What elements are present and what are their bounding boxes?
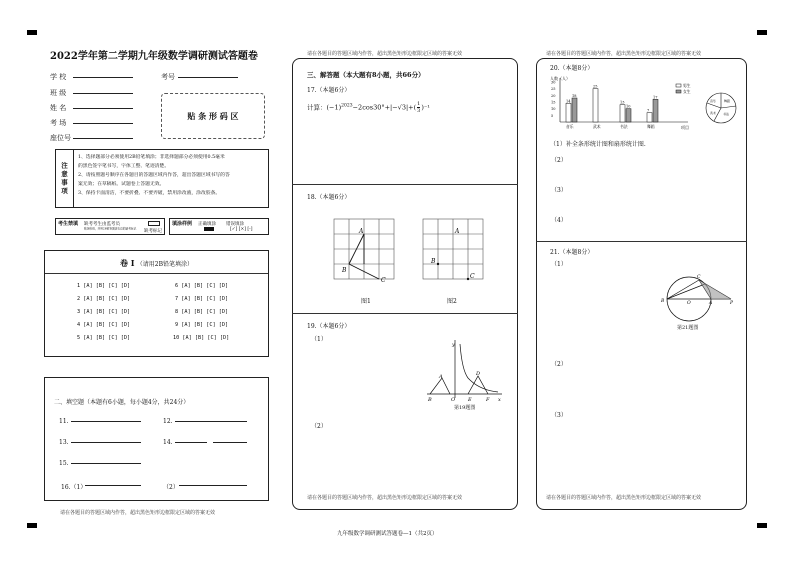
- q17-expr-rest: −2cos30°+|−√3|+(: [352, 103, 417, 112]
- chart20-category-label: 舞蹈: [647, 124, 655, 129]
- divider: [292, 184, 518, 185]
- chart20-bar-label: 18: [572, 94, 577, 98]
- chart20-xlabel: 项目: [681, 125, 689, 130]
- choice-row-6[interactable]: 6 [A] [B] [C] [D]: [175, 283, 229, 289]
- q13-label: 13.: [59, 439, 69, 446]
- violation-box: [55, 218, 165, 235]
- legend-boy-swatch: [676, 84, 681, 87]
- chart20-ytick: 25: [551, 87, 556, 92]
- legend-boy-label: 男生: [683, 83, 691, 88]
- q20-part2-label: （2）: [551, 157, 567, 164]
- correct-fill-sample: [204, 227, 214, 231]
- chart20-bar-boys: [647, 113, 652, 122]
- q21-part3-label: （3）: [551, 412, 567, 419]
- svg-text:A: A: [359, 228, 364, 235]
- q21-part1-label: （1）: [551, 261, 567, 268]
- exam-no-field[interactable]: [178, 70, 238, 78]
- absent-checkbox[interactable]: [148, 221, 160, 226]
- section1-subtitle: （请用2B铅笔填涂）: [136, 261, 193, 268]
- wrong-fill-sample: [✓] [×] [-]: [230, 227, 253, 232]
- section2-title: 二、填空题（本题有6小题，每小题4分，共24分）: [54, 399, 190, 406]
- svg-text:E: E: [468, 397, 472, 403]
- q16-part1-answer-line[interactable]: [85, 478, 141, 486]
- choice-row-5[interactable]: 5 [A] [B] [C] [D]: [77, 335, 131, 341]
- notice-line: 的黑色签字笔书写，字体工整、笔迹清楚。: [78, 164, 170, 169]
- figure-19-caption: 第19题图: [454, 405, 476, 411]
- chart20-ytick: 15: [551, 100, 556, 105]
- notice-line: 案无效；在草稿纸、试题卷上答题无效。: [78, 182, 165, 187]
- svg-text:A: A: [455, 228, 460, 235]
- svg-text:C: C: [697, 275, 701, 280]
- notice-title: 注意事项: [56, 150, 74, 207]
- q12-answer-line[interactable]: [175, 414, 247, 422]
- q20-label: 20.（本题8分）: [550, 65, 594, 72]
- svg-text:D: D: [476, 371, 481, 377]
- registration-mark: [27, 30, 37, 35]
- q16-part1-label: 16.（1）: [61, 484, 87, 491]
- chart20-bar-boys: [566, 103, 571, 122]
- svg-text:B: B: [428, 397, 432, 403]
- registration-mark: [757, 30, 767, 35]
- violation-text: 缺考考生由监考员: [84, 222, 120, 227]
- figure-21-caption: 第21题图: [677, 325, 699, 331]
- figure-2-caption: 图2: [447, 298, 457, 305]
- svg-text:x: x: [498, 397, 501, 403]
- choice-row-3[interactable]: 3 [A] [B] [C] [D]: [77, 309, 131, 315]
- chart20-ylabel: 人数（人）: [550, 76, 570, 81]
- svg-text:C: C: [381, 277, 386, 284]
- q20-part1: （1）补全条形统计图和扇形统计图.: [550, 141, 646, 148]
- q13-answer-line[interactable]: [71, 435, 141, 443]
- chart20-bar-label: 17: [653, 95, 658, 100]
- svg-text:B: B: [661, 299, 665, 304]
- svg-text:音乐: 音乐: [710, 99, 717, 103]
- correct-label: 正确填涂: [198, 222, 216, 227]
- page-footer: 九年级数学调研测试答题卷—1（共2页）: [337, 531, 438, 537]
- q17-expr-base: 计算：(−1): [307, 103, 342, 112]
- choice-row-1[interactable]: 1 [A] [B] [C] [D]: [77, 283, 131, 289]
- notice-line: 2、请按照题号顺序在各题目的答题区域内作答，超出答题区域书写的答: [78, 173, 230, 178]
- choice-section: [44, 250, 269, 357]
- example-box: [169, 218, 269, 235]
- figure-1-caption: 图1: [361, 298, 371, 305]
- registration-mark: [27, 523, 37, 528]
- q20-bar-chart: [548, 74, 698, 132]
- q20-part4-label: （4）: [551, 217, 567, 224]
- room-label: 考 场: [50, 119, 67, 127]
- svg-text:C: C: [470, 273, 475, 280]
- chart20-ytick: 30: [551, 80, 556, 85]
- figure-21: [659, 268, 739, 324]
- q17-exponent: 2023: [341, 103, 353, 109]
- svg-text:武术: 武术: [710, 111, 717, 115]
- seat-label: 座位号: [50, 134, 71, 142]
- name-field[interactable]: [73, 101, 133, 109]
- notice-line: 1、选择题部分必须使用2B铅笔填涂；非选择题部分必须使用0.5毫米: [78, 155, 225, 160]
- q11-answer-line[interactable]: [71, 414, 141, 422]
- school-label: 学 校: [50, 73, 67, 81]
- legend-girl-label: 女生: [683, 89, 691, 94]
- svg-text:舞蹈: 舞蹈: [724, 99, 731, 103]
- chart20-bar-girls: [626, 109, 631, 122]
- notice-box: [55, 149, 269, 208]
- barcode-area-label: 贴 条 形 码 区: [187, 110, 239, 121]
- svg-text:A: A: [709, 301, 713, 306]
- absent-mark-label: 缺考标记: [144, 229, 162, 234]
- q16-part2-label: （2）: [163, 484, 179, 491]
- chart20-bar-boys: [620, 105, 625, 122]
- choice-row-9[interactable]: 9 [A] [B] [C] [D]: [175, 322, 229, 328]
- svg-text:O: O: [451, 397, 456, 403]
- q19-part1-label: （1）: [311, 336, 327, 343]
- q19-label: 19.（本题6分）: [307, 323, 351, 330]
- choice-row-2[interactable]: 2 [A] [B] [C] [D]: [77, 296, 131, 302]
- q21-label: 21.（本题8分）: [550, 249, 594, 256]
- room-field[interactable]: [73, 116, 133, 124]
- q17-label: 17.（本题6分）: [307, 87, 351, 94]
- q15-answer-line[interactable]: [71, 456, 141, 464]
- fill-in-section: [44, 377, 269, 501]
- bottom-warning-middle: 请在各题目的答题区域内作答，超出黑色矩形边框限定区域的答案无效: [307, 495, 463, 501]
- bottom-warning-right: 请在各题目的答题区域内作答，超出黑色矩形边框限定区域的答案无效: [546, 495, 702, 501]
- chart20-ytick: 20: [551, 93, 556, 98]
- chart20-bar-label: 13: [620, 100, 625, 105]
- middle-answer-panel: [292, 58, 518, 510]
- registration-mark: [757, 523, 767, 528]
- figure-19: [424, 338, 504, 404]
- q16-part2-answer-line[interactable]: [179, 478, 247, 486]
- q21-part2-label: （2）: [551, 361, 567, 368]
- chart20-bar-boys: [593, 89, 598, 122]
- svg-text:O: O: [687, 301, 691, 306]
- q17-expr-tail: )⁻¹: [421, 103, 430, 112]
- class-label: 班 级: [50, 89, 67, 97]
- q11-label: 11.: [59, 418, 69, 425]
- chart20-bar-label: 10: [626, 104, 631, 109]
- q12-label: 12.: [163, 418, 173, 425]
- barcode-area: [161, 93, 265, 139]
- q17-expression: [307, 101, 430, 114]
- name-label: 姓 名: [50, 104, 67, 112]
- chart20-bar-girls: [572, 98, 577, 122]
- school-field[interactable]: [73, 70, 133, 78]
- svg-text:F: F: [486, 397, 490, 403]
- svg-text:A: A: [439, 374, 443, 380]
- svg-text:P: P: [730, 301, 734, 306]
- svg-text:y: y: [452, 342, 455, 348]
- divider: [292, 313, 518, 314]
- class-field[interactable]: [73, 86, 133, 94]
- q19-part2-label: （2）: [311, 423, 327, 430]
- chart20-bar-girls: [653, 99, 658, 122]
- svg-text:书法: 书法: [723, 112, 730, 116]
- q14-answer-line-1[interactable]: [175, 435, 207, 443]
- wrong-label: 错误填涂: [226, 222, 244, 227]
- chart20-ytick: 10: [551, 107, 556, 112]
- chart20-category-label: 音乐: [566, 124, 574, 129]
- violation-label: 考生禁填: [58, 221, 79, 227]
- chart20-bar-label: 7: [647, 108, 650, 113]
- notice-line: 3、保持卡面清洁，不要折叠、不要弄破，禁用涂改液，涂改胶条。: [78, 191, 221, 196]
- q17-frac-den: 3: [417, 108, 421, 114]
- choice-row-8[interactable]: 8 [A] [B] [C] [D]: [175, 309, 229, 315]
- section3-title: 三、解答题（本大题有8小题，共66分）: [307, 71, 425, 79]
- chart20-bar-label: 25: [593, 84, 598, 89]
- violation-text: 贴条形码，并用2B铅笔填涂右边的缺考标记: [84, 227, 137, 231]
- q15-label: 15.: [59, 460, 69, 467]
- legend-girl-swatch: [676, 90, 681, 93]
- exam-no-label: 考号: [161, 73, 175, 81]
- chart20-ytick: 5: [551, 113, 554, 118]
- choice-row-7[interactable]: 7 [A] [B] [C] [D]: [175, 296, 229, 302]
- svg-text:B: B: [431, 258, 436, 265]
- bottom-warning-left: 请在各题目的答题区域内作答，超出黑色矩形边框限定区域的答案无效: [60, 510, 216, 516]
- figure-2-grid: [422, 218, 484, 286]
- choice-row-4[interactable]: 4 [A] [B] [C] [D]: [77, 322, 131, 328]
- example-label: 填涂样例: [172, 221, 193, 227]
- q14-answer-line-2[interactable]: [213, 435, 247, 443]
- choice-row-10[interactable]: 10 [A] [B] [C] [D]: [173, 335, 230, 341]
- svg-text:B: B: [342, 267, 347, 274]
- q17-frac-num: 1: [417, 101, 421, 107]
- chart20-category-label: 武术: [593, 124, 601, 129]
- seat-field[interactable]: [73, 131, 133, 139]
- divider: [536, 241, 747, 242]
- chart20-category-label: 书法: [620, 124, 628, 129]
- q20-pie-chart: [704, 91, 738, 125]
- q14-label: 14.: [163, 439, 173, 446]
- chart20-bar-label: 14: [566, 99, 571, 104]
- top-warning-middle: 请在各题目的答题区域内作答，超出黑色矩形边框限定区域的答案无效: [307, 51, 463, 57]
- top-warning-right: 请在各题目的答题区域内作答，超出黑色矩形边框限定区域的答案无效: [546, 51, 702, 57]
- section1-title: 卷 Ⅰ: [120, 258, 135, 268]
- q20-part3-label: （3）: [551, 187, 567, 194]
- page-title: 2022学年第二学期九年级数学调研测试答题卷: [50, 51, 258, 62]
- q18-label: 18.（本题6分）: [307, 194, 351, 201]
- figure-1-grid: [333, 218, 395, 286]
